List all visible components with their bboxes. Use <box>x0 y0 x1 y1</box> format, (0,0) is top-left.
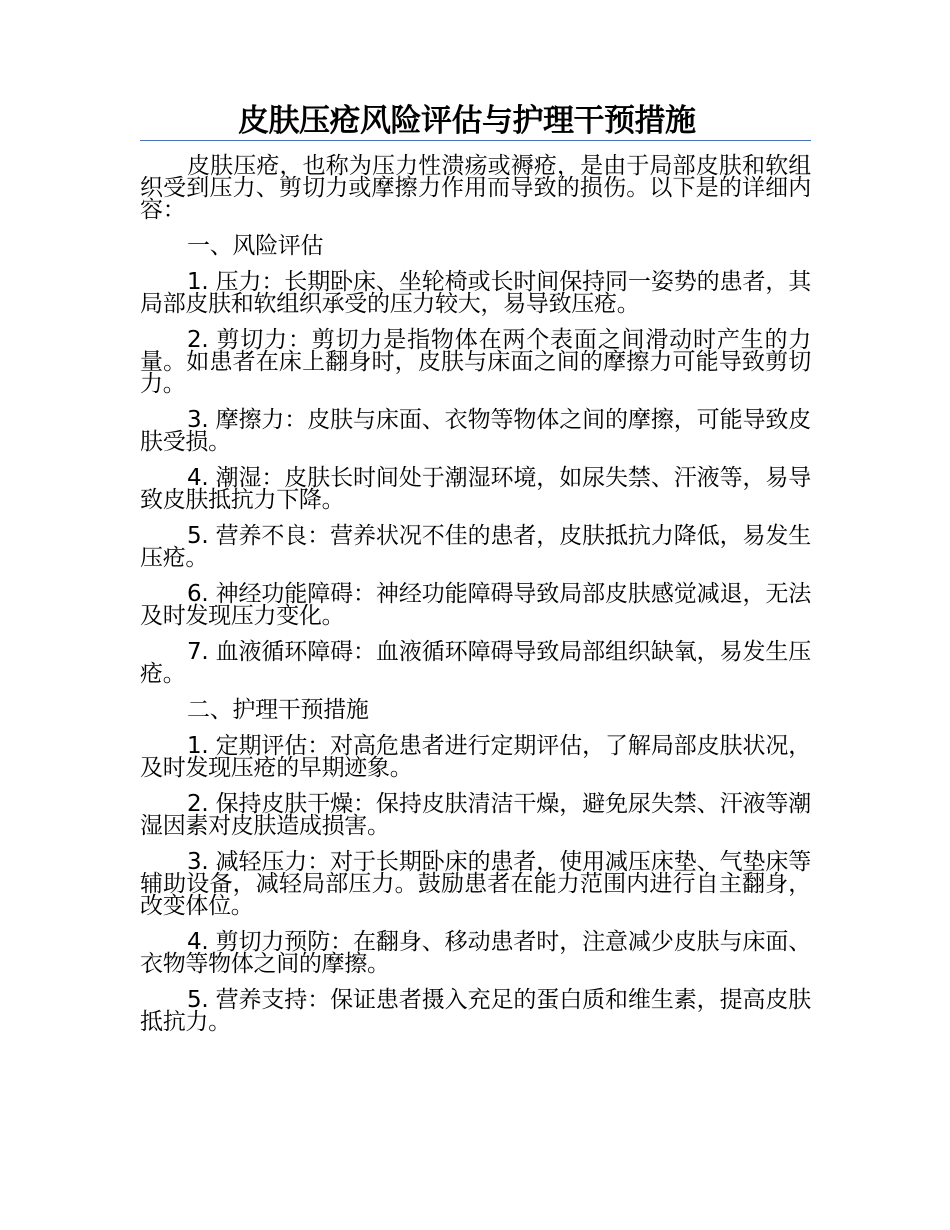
care-item: 5. 营养支持：保证患者摄入充足的蛋白质和维生素，提高皮肤抵抗力。 <box>140 987 811 1035</box>
section-heading-risk: 一、风险评估 <box>187 233 324 259</box>
document-title: 皮肤压疮风险评估与护理干预措施 <box>238 103 696 139</box>
intro-paragraph: 皮肤压疮，也称为压力性溃疡或褥疮，是由于局部皮肤和软组织受到压力、剪切力或摩擦力作用而导致的损伤。以下是的详细内容： <box>140 153 811 223</box>
care-item: 2. 保持皮肤干燥：保持皮肤清洁干燥，避免尿失禁、汗液等潮湿因素对皮肤造成损害。 <box>140 791 811 839</box>
care-item: 3. 减轻压力：对于长期卧床的患者，使用减压床垫、气垫床等辅助设备，减轻局部压力。鼓励患者在能力范围内进行自主翻身，改变体位。 <box>140 849 811 919</box>
risk-item: 7. 血液循环障碍：血液循环障碍导致局部组织缺氧，易发生压疮。 <box>140 639 811 687</box>
risk-item: 6. 神经功能障碍：神经功能障碍导致局部皮肤感觉减退，无法及时发现压力变化。 <box>140 581 811 629</box>
care-item: 1. 定期评估：对高危患者进行定期评估，了解局部皮肤状况，及时发现压疮的早期迹象。 <box>140 733 811 781</box>
risk-item: 1. 压力：长期卧床、坐轮椅或长时间保持同一姿势的患者，其局部皮肤和软组织承受的压力较大，易导致压疮。 <box>140 269 811 317</box>
risk-item: 5. 营养不良：营养状况不佳的患者，皮肤抵抗力降低，易发生压疮。 <box>140 523 811 571</box>
care-item: 4. 剪切力预防：在翻身、移动患者时，注意减少皮肤与床面、衣物等物体之间的摩擦。 <box>140 929 811 977</box>
risk-item: 3. 摩擦力：皮肤与床面、衣物等物体之间的摩擦，可能导致皮肤受损。 <box>140 407 811 455</box>
section-heading-care: 二、护理干预措施 <box>187 697 369 723</box>
document-page <box>140 100 811 1047</box>
title-underline <box>140 140 811 141</box>
risk-item: 2. 剪切力：剪切力是指物体在两个表面之间滑动时产生的力量。如患者在床上翻身时，皮肤与床面之间的摩擦力可能导致剪切力。 <box>140 327 811 397</box>
risk-item: 4. 潮湿：皮肤长时间处于潮湿环境，如尿失禁、汗液等，易导致皮肤抵抗力下降。 <box>140 465 811 513</box>
